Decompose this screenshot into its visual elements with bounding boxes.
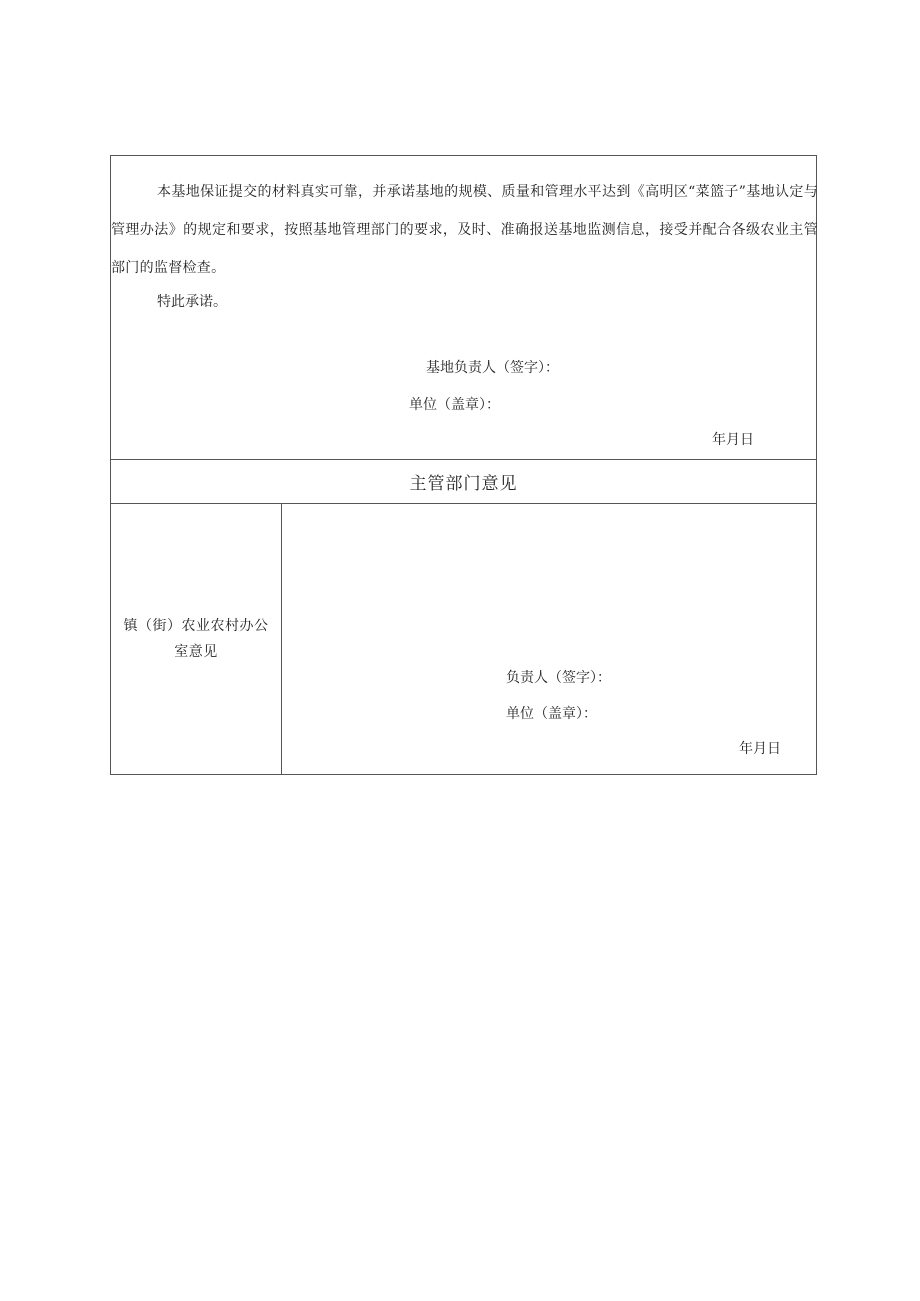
- town-signature-field[interactable]: 负责人（签字）：: [506, 670, 611, 686]
- town-date-field[interactable]: 年月日: [739, 741, 781, 757]
- town-opinion-row: [111, 504, 816, 774]
- section-header-competent-department: 主管部门意见: [111, 460, 816, 504]
- pledge-closing-text: 特此承诺。: [157, 294, 227, 310]
- town-seal-field[interactable]: 单位（盖章）：: [506, 706, 597, 722]
- form-table: [110, 155, 817, 775]
- town-opinion-label: 镇（街）农业农村办公室意见: [123, 618, 269, 660]
- pledge-body-text: 本基地保证提交的材料真实可靠，并承诺基地的规模、质量和管理水平达到《高明区“菜篮子”基地认定与管理办法》的规定和要求，按照基地管理部门的要求，及时、准确报送基地监测信息，接受并配合各级农业主管部门的监督检查。: [111, 184, 818, 276]
- pledge-section: [111, 156, 816, 460]
- town-opinion-label-cell: [111, 504, 282, 774]
- base-signature-field[interactable]: 基地负责人（签字）：: [426, 360, 559, 376]
- base-date-field[interactable]: 年月日: [712, 432, 754, 448]
- base-seal-field[interactable]: 单位（盖章）：: [409, 397, 500, 413]
- town-opinion-content-cell: [282, 504, 816, 774]
